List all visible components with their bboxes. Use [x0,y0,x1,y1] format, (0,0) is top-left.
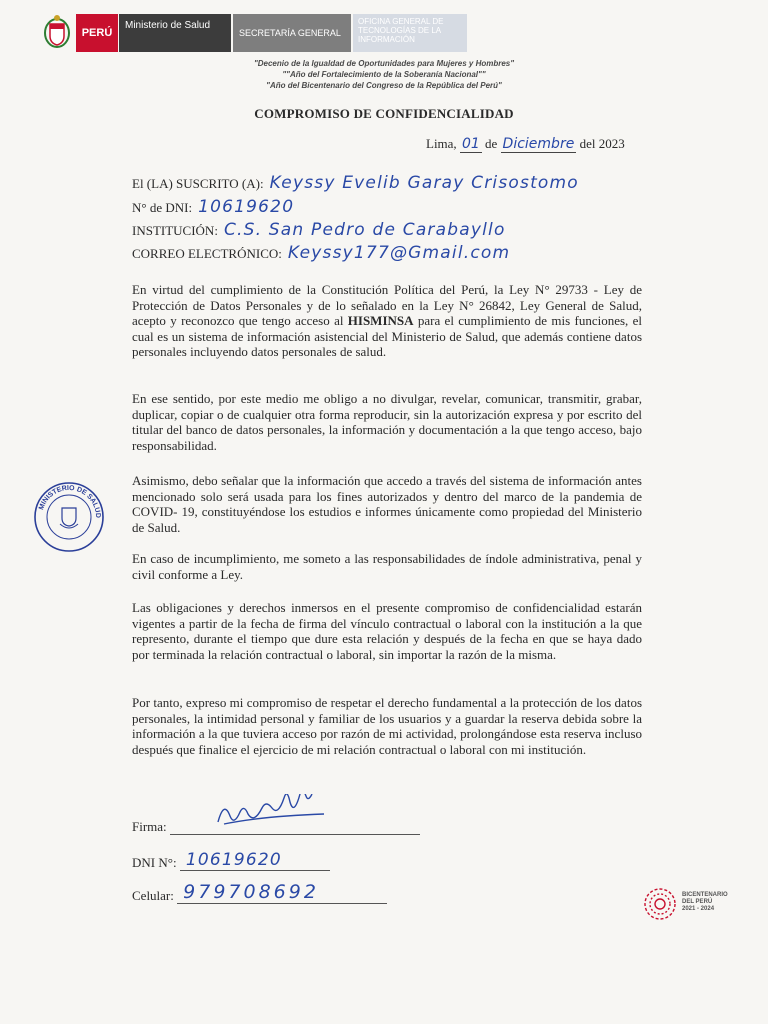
dni-label: N° de DNI: [132,200,193,215]
firma-row [132,818,420,835]
decenio-line: "Decenio de la Igualdad de Oportunidades para Mujeres y Hombres" [253,59,515,68]
date-city: Lima, [426,136,460,151]
p5-text: Las obligaciones y derechos inmersos en el presente compromiso de confidencialidad estarán vigentes a partir de la fecha de firma del vínculo contractual o laboral con la institución a la que represento, durante el tiempo que dure esta relación y después de la fecha en que se haya dado por terminada la relación contractual o laboral, sin importar la razón de la misma. [132,600,642,662]
celular-line [177,881,387,904]
celular-value: 979708692 [183,881,319,903]
date-day: 01 [461,136,480,152]
p1-bold: HISMINSA [347,313,414,328]
paragraph-2 [132,391,642,453]
handwritten-signature [210,794,360,834]
dni-value: 10619620 [198,197,295,217]
dni-signature-label: DNI N°: [132,855,177,870]
bicentenario-icon [640,884,680,924]
document-title: COMPROMISO DE CONFIDENCIALIDAD [254,106,514,121]
suscrito-value: Keyssy Evelib Garay Crisostomo [269,173,579,193]
p3-text: Asimismo, debo señalar que la información que accedo a través del sistema de información antes mencionado solo será usada para los fines autorizados y dentro del marco de la pandemia de COVID- 19, constituyéndose los estudios e informes únicamente como propiedad del Ministerio de Salud. [132,473,642,535]
suscrito-label: El (LA) SUSCRITO (A): [132,176,264,191]
svg-text:MINISTERIO DE SALUD: MINISTERIO DE SALUD [38,484,102,519]
institucion-row [132,220,506,240]
p4-text: En caso de incumplimiento, me someto a las responsabilidades de índole administrativa, penal y civil conforme a Ley. [132,551,642,582]
celular-row [132,881,387,904]
secretaria-label: SECRETARÍA GENERAL [233,14,351,52]
p1-text-b: para el cumplimiento de mis funciones, el cual es un sistema de información asistencial del Ministerio de Salud, que además contiene datos personales incluyendo datos personales de salud. [132,313,642,359]
date-line [426,136,625,152]
celular-label: Celular: [132,888,174,903]
paragraph-3 [132,473,642,535]
coat-of-arms-icon [42,14,72,50]
ministry-stamp [32,480,106,554]
bicentenario-line2: DEL PERÚ [682,899,713,905]
oficina-label: OFICINA GENERAL DE TECNOLOGÍAS DE LA INFORMACIÓN [353,14,467,52]
paragraph-4 [132,551,642,582]
header-banner [42,14,467,52]
paragraph-1 [132,282,642,360]
date-de: de [481,136,501,151]
suscrito-row [132,173,579,193]
p2-text: En ese sentido, por este medio me obligo a no divulgar, revelar, comunicar, transmitir, grabar, duplicar, copiar o de cualquier otra forma reproducir, sin la autorización expresa y por escrito del titular del banco de datos personales, la información y documentación a la que tengo acceso, bajo responsabilidad. [132,391,642,453]
bicentenario-line3: 2021 - 2024 [682,906,715,912]
institucion-label: INSTITUCIÓN: [132,223,218,238]
decenio-header [0,58,768,91]
date-year: del 2023 [576,136,625,151]
peru-label: PERÚ [76,14,118,52]
institucion-value: C.S. San Pedro de Carabayllo [223,220,506,240]
p6-text: Por tanto, expreso mi compromiso de respetar el derecho fundamental a la protección de los datos personales, la intimidad personal y familiar de los usuarios y a guardar la reserva debida sobre la información a la que tuviera acceso por razón de mi actividad, prolongándose esta reserva incluso después que finalice el ejercicio de mi relación contractual o laboral con mi institución. [132,695,642,757]
correo-value: Keyssy177@Gmail.com [287,243,511,263]
dni-row [132,197,294,217]
decenio-line: "Año del Bicentenario del Congreso de la República del Perú" [266,81,502,90]
dni-signature-value: 10619620 [185,850,282,870]
bicentenario-logo [640,882,750,926]
dni-signature-line [180,850,330,871]
date-month: Diciembre [502,136,575,152]
signature-line [170,818,420,835]
correo-label: CORREO ELECTRÓNICO: [132,246,282,261]
ministry-label: Ministerio de Salud [119,14,231,52]
correo-row [132,243,510,263]
firma-label: Firma: [132,819,167,834]
decenio-line: ""Año del Fortalecimiento de la Soberanía Nacional"" [282,70,486,79]
bicentenario-line1: BICENTENARIO [682,892,728,898]
dni-signature-row [132,850,330,871]
p1-text-a: En virtud del cumplimiento de la Constitución Política del Perú, la Ley N° 29733 - Ley de Protección de Datos Personales y de lo señalado en la Ley N° 26842, Ley General de Salud, acepto y reconozco que tengo acceso al [132,282,642,328]
paragraph-6 [132,695,642,757]
paragraph-5 [132,600,642,662]
bicentenario-text [682,892,728,913]
